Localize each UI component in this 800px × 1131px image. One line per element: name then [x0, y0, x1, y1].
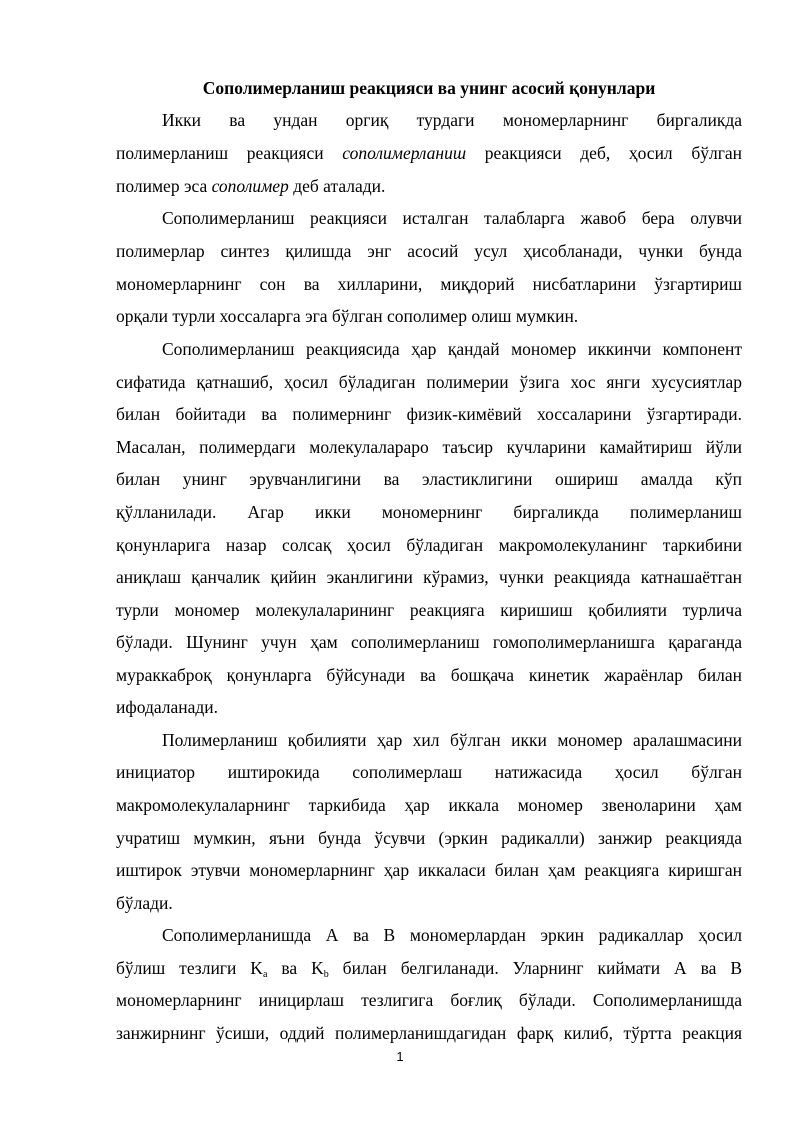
text-segment: ва K	[267, 958, 324, 978]
paragraph-1-line-2	[116, 141, 742, 165]
paragraph-3-line-12: ифодаланади.	[116, 697, 219, 717]
subscript: b	[323, 969, 329, 980]
page-title: Сополимерланиш реакцияси ва унинг асосий қонунлари	[202, 78, 656, 98]
paragraph-3-line-9: турли мономер молекулаларининг реакцияга киришиш қобилияти турлича	[116, 600, 742, 620]
paragraph-3-line-10: бўлади. Шунинг учун ҳам сополимерланиш гомополимерланишга қараганда	[116, 632, 742, 652]
paragraph-5-line-1: Сополимерланишда А ва В мономерлардан эркин радикаллар ҳосил	[162, 925, 742, 945]
paragraph-3-line-11: мураккаброқ қонунларга бўйсунади ва бошқача кинетик жараёнлар билан	[116, 665, 742, 685]
paragraph-5-line-4: занжирнинг ўсиши, оддий полимерланишдагидан фарқ килиб, тўртта реакция	[116, 1023, 742, 1043]
text-segment: реакцияси деб, ҳосил бўлган	[484, 143, 743, 163]
paragraph-3-line-3: билан бойитади ва полимернинг физик-кимёвий хоссаларини ўзгартиради.	[116, 404, 742, 424]
text-segment: полимерланиш реакцияси	[116, 143, 324, 163]
paragraph-2-line-3: мономерларнинг сон ва хилларини, миқдорий нисбатларини ўзгартириш	[116, 274, 742, 294]
paragraph-5-line-3: мономерларнинг иницирлаш тезлигига боғлиқ бўлади. Сополимерланишда	[116, 990, 742, 1010]
paragraph-3-line-7: қонунларига назар солсақ ҳосил бўладиган макромолекуланинг таркибини	[116, 535, 742, 555]
paragraph-4-line-2: инициатор иштирокида сополимерлаш натижасида ҳосил бўлган	[116, 762, 742, 782]
paragraph-4-line-3: макромолекулаларнинг таркибида ҳар иккала мономер звеноларини ҳам	[116, 795, 742, 815]
paragraph-1-line-1: Икки ва ундан оргиқ турдаги мономерларнинг биргаликда	[162, 110, 742, 130]
paragraph-4-line-6: бўлади.	[116, 893, 173, 913]
subscript: a	[262, 969, 268, 980]
paragraph-3-line-2: сифатида қатнашиб, ҳосил бўладиган полимерии ўзига хос янги хусусиятлар	[116, 372, 742, 392]
paragraph-3-line-8: аниқлаш қанчалик қийин эканлигини кўрамиз, чунки реакцияда катнашаётган	[116, 567, 742, 587]
page-number: 1	[396, 1049, 404, 1064]
paragraph-4-line-5: иштирок этувчи мономерларнинг ҳар иккаласи билан ҳам реакцияга киришган	[116, 860, 742, 880]
paragraph-3-line-5: билан унинг эрувчанлигини ва эластиклигини ошириш амалда кўп	[116, 469, 742, 489]
text-segment: билан белгиланади. Уларнинг киймати А ва В	[328, 958, 742, 978]
italic-term: сополимерланиш	[342, 143, 467, 163]
text-segment: полимер эса	[116, 176, 208, 196]
paragraph-4-line-4: учратиш мумкин, яъни бунда ўсувчи (эркин радикалли) занжир реакцияда	[116, 828, 742, 848]
paragraph-2-line-1: Сополимерланиш реакцияси исталган талабларга жавоб бера олувчи	[162, 208, 742, 228]
paragraph-3-line-1: Сополимерланиш реакциясида ҳар қандай мономер иккинчи компонент	[162, 339, 742, 359]
italic-term: сополимер	[211, 176, 289, 196]
text-segment: бўлиш тезлиги K	[116, 958, 263, 978]
paragraph-1-line-3	[116, 174, 742, 198]
paragraph-2-line-2: полимерлар синтез қилишда энг асосий усул ҳисобланади, чунки бунда	[116, 241, 742, 261]
paragraph-2-line-4: орқали турли хоссаларга эга бўлган сополимер олиш мумкин.	[116, 306, 579, 326]
paragraph-3-line-4: Масалан, полимердаги молекулалараро таъсир кучларини камайтириш йўли	[116, 437, 742, 457]
text-segment: деб аталади.	[293, 176, 386, 196]
paragraph-4-line-1: Полимерланиш қобилияти ҳар хил бўлган икки мономер аралашмасини	[162, 730, 742, 750]
paragraph-5-line-2	[116, 956, 742, 980]
paragraph-3-line-6: қўлланилади. Агар икки мономернинг биргаликда полимерланиш	[116, 502, 742, 522]
